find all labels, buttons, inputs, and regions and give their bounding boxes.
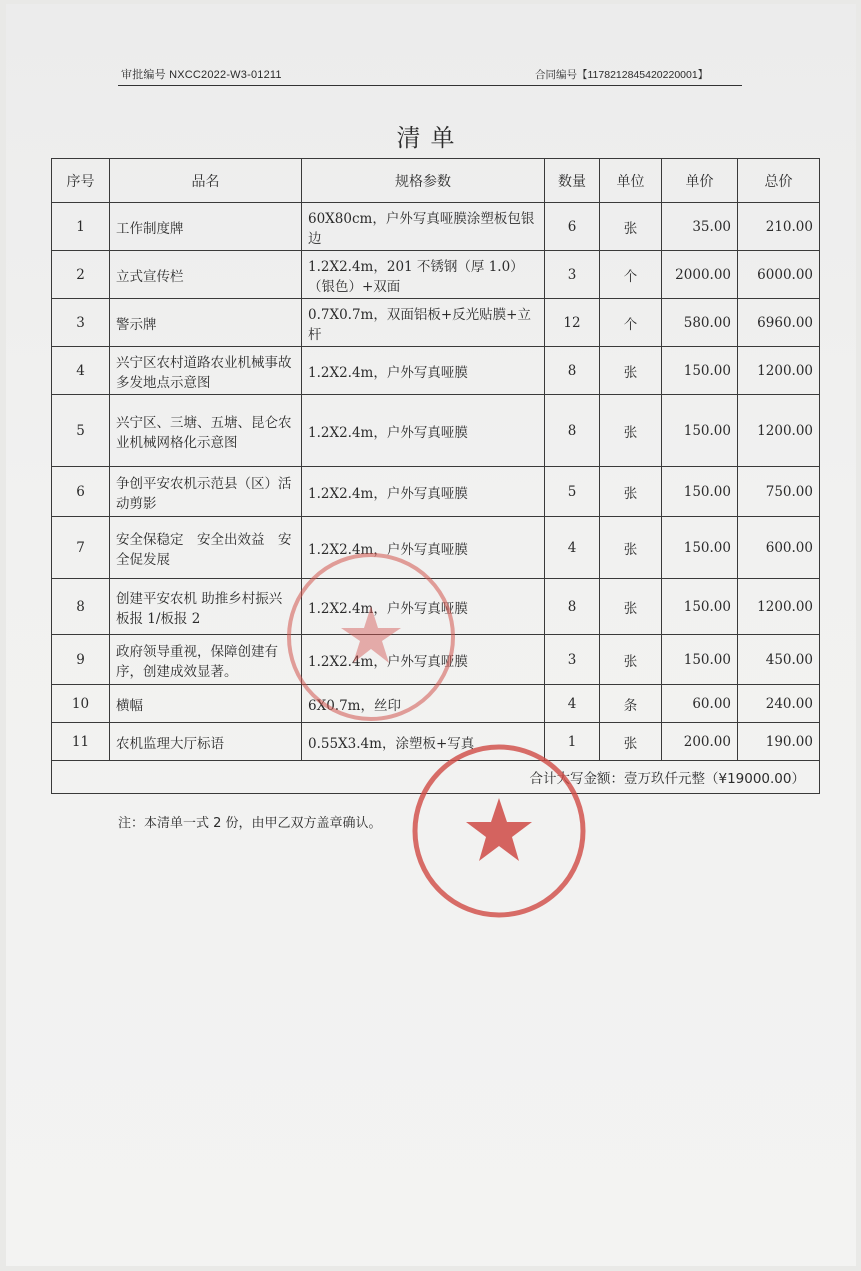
cell-no: 1 bbox=[52, 203, 110, 251]
table-row bbox=[52, 685, 820, 723]
cell-price: 150.00 bbox=[662, 517, 738, 579]
col-header-unit: 单位 bbox=[600, 159, 662, 203]
cell-qty: 3 bbox=[545, 251, 600, 299]
table-row bbox=[52, 299, 820, 347]
table-row bbox=[52, 467, 820, 517]
cell-name: 政府领导重视，保障创建有序，创建成效显著。 bbox=[110, 635, 302, 685]
table-row bbox=[52, 517, 820, 579]
item-list-table bbox=[51, 158, 820, 794]
cell-unit: 张 bbox=[600, 635, 662, 685]
cell-unit: 张 bbox=[600, 723, 662, 761]
cell-total: 450.00 bbox=[738, 635, 820, 685]
cell-name: 立式宣传栏 bbox=[110, 251, 302, 299]
cell-no: 10 bbox=[52, 685, 110, 723]
cell-no: 9 bbox=[52, 635, 110, 685]
cell-spec: 1.2X2.4m，户外写真哑膜 bbox=[302, 579, 545, 635]
cell-total: 6960.00 bbox=[738, 299, 820, 347]
table-row bbox=[52, 635, 820, 685]
cell-price: 2000.00 bbox=[662, 251, 738, 299]
cell-no: 5 bbox=[52, 395, 110, 467]
cell-qty: 3 bbox=[545, 635, 600, 685]
cell-name: 农机监理大厅标语 bbox=[110, 723, 302, 761]
contract-number bbox=[535, 67, 708, 82]
cell-no: 7 bbox=[52, 517, 110, 579]
cell-price: 580.00 bbox=[662, 299, 738, 347]
cell-qty: 8 bbox=[545, 347, 600, 395]
cell-name: 兴宁区、三塘、五塘、昆仑农业机械网格化示意图 bbox=[110, 395, 302, 467]
cell-no: 11 bbox=[52, 723, 110, 761]
col-header-price: 单价 bbox=[662, 159, 738, 203]
cell-name: 横幅 bbox=[110, 685, 302, 723]
cell-unit: 个 bbox=[600, 299, 662, 347]
cell-unit: 张 bbox=[600, 467, 662, 517]
cell-spec: 60X80cm，户外写真哑膜涂塑板包银边 bbox=[302, 203, 545, 251]
cell-unit: 张 bbox=[600, 579, 662, 635]
cell-name: 警示牌 bbox=[110, 299, 302, 347]
cell-spec: 6X0.7m，丝印 bbox=[302, 685, 545, 723]
total-label: 合计大写金额： bbox=[529, 771, 624, 787]
cell-price: 150.00 bbox=[662, 347, 738, 395]
contract-value: 【1178212845420220001】 bbox=[577, 69, 709, 81]
cell-qty: 4 bbox=[545, 685, 600, 723]
table-header-row bbox=[52, 159, 820, 203]
cell-unit: 张 bbox=[600, 395, 662, 467]
cell-qty: 12 bbox=[545, 299, 600, 347]
cell-spec: 1.2X2.4m，户外写真哑膜 bbox=[302, 635, 545, 685]
table-row bbox=[52, 579, 820, 635]
cell-unit: 张 bbox=[600, 347, 662, 395]
cell-price: 60.00 bbox=[662, 685, 738, 723]
col-header-no: 序号 bbox=[52, 159, 110, 203]
cell-name: 争创平安农机示范县（区）活动剪影 bbox=[110, 467, 302, 517]
contract-label: 合同编号 bbox=[535, 69, 577, 81]
header-rule bbox=[118, 85, 742, 86]
cell-total: 750.00 bbox=[738, 467, 820, 517]
cell-unit: 张 bbox=[600, 517, 662, 579]
table-row bbox=[52, 395, 820, 467]
cell-price: 150.00 bbox=[662, 635, 738, 685]
col-header-spec: 规格参数 bbox=[302, 159, 545, 203]
cell-total: 210.00 bbox=[738, 203, 820, 251]
cell-total: 1200.00 bbox=[738, 395, 820, 467]
cell-no: 2 bbox=[52, 251, 110, 299]
approval-value: NXCC2022-W3-01211 bbox=[169, 69, 282, 81]
cell-price: 150.00 bbox=[662, 579, 738, 635]
cell-total: 600.00 bbox=[738, 517, 820, 579]
total-row bbox=[52, 761, 820, 794]
table-row bbox=[52, 723, 820, 761]
approval-label: 审批编号 bbox=[121, 69, 166, 81]
footnote: 注：本清单一式 2 份，由甲乙双方盖章确认。 bbox=[118, 816, 382, 831]
cell-no: 8 bbox=[52, 579, 110, 635]
cell-name: 安全保稳定 安全出效益 安全促发展 bbox=[110, 517, 302, 579]
page-title: 清单 bbox=[396, 124, 465, 152]
cell-no: 3 bbox=[52, 299, 110, 347]
cell-spec: 1.2X2.4m，201 不锈钢（厚 1.0）（银色）+双面 bbox=[302, 251, 545, 299]
cell-no: 4 bbox=[52, 347, 110, 395]
table-row bbox=[52, 251, 820, 299]
cell-total: 1200.00 bbox=[738, 347, 820, 395]
cell-name: 兴宁区农村道路农业机械事故多发地点示意图 bbox=[110, 347, 302, 395]
cell-spec: 1.2X2.4m，户外写真哑膜 bbox=[302, 395, 545, 467]
cell-total: 6000.00 bbox=[738, 251, 820, 299]
cell-price: 150.00 bbox=[662, 467, 738, 517]
cell-qty: 6 bbox=[545, 203, 600, 251]
cell-qty: 4 bbox=[545, 517, 600, 579]
cell-no: 6 bbox=[52, 467, 110, 517]
cell-price: 200.00 bbox=[662, 723, 738, 761]
cell-name: 创建平安农机 助推乡村振兴板报 1/板报 2 bbox=[110, 579, 302, 635]
cell-spec: 1.2X2.4m，户外写真哑膜 bbox=[302, 517, 545, 579]
table-row bbox=[52, 347, 820, 395]
cell-unit: 张 bbox=[600, 203, 662, 251]
cell-qty: 1 bbox=[545, 723, 600, 761]
cell-spec: 0.7X0.7m，双面铝板+反光贴膜+立杆 bbox=[302, 299, 545, 347]
cell-qty: 5 bbox=[545, 467, 600, 517]
cell-price: 150.00 bbox=[662, 395, 738, 467]
table-row bbox=[52, 203, 820, 251]
cell-qty: 8 bbox=[545, 579, 600, 635]
cell-name: 工作制度牌 bbox=[110, 203, 302, 251]
total-cell bbox=[52, 761, 820, 794]
cell-total: 190.00 bbox=[738, 723, 820, 761]
total-value: 壹万玖仟元整（¥19000.00） bbox=[623, 771, 805, 787]
approval-number bbox=[121, 66, 282, 82]
cell-spec: 1.2X2.4m，户外写真哑膜 bbox=[302, 467, 545, 517]
cell-total: 1200.00 bbox=[738, 579, 820, 635]
cell-unit: 个 bbox=[600, 251, 662, 299]
col-header-qty: 数量 bbox=[545, 159, 600, 203]
cell-spec: 0.55X3.4m，涂塑板+写真 bbox=[302, 723, 545, 761]
col-header-name: 品名 bbox=[110, 159, 302, 203]
col-header-total: 总价 bbox=[738, 159, 820, 203]
cell-price: 35.00 bbox=[662, 203, 738, 251]
cell-qty: 8 bbox=[545, 395, 600, 467]
cell-total: 240.00 bbox=[738, 685, 820, 723]
cell-unit: 条 bbox=[600, 685, 662, 723]
cell-spec: 1.2X2.4m，户外写真哑膜 bbox=[302, 347, 545, 395]
